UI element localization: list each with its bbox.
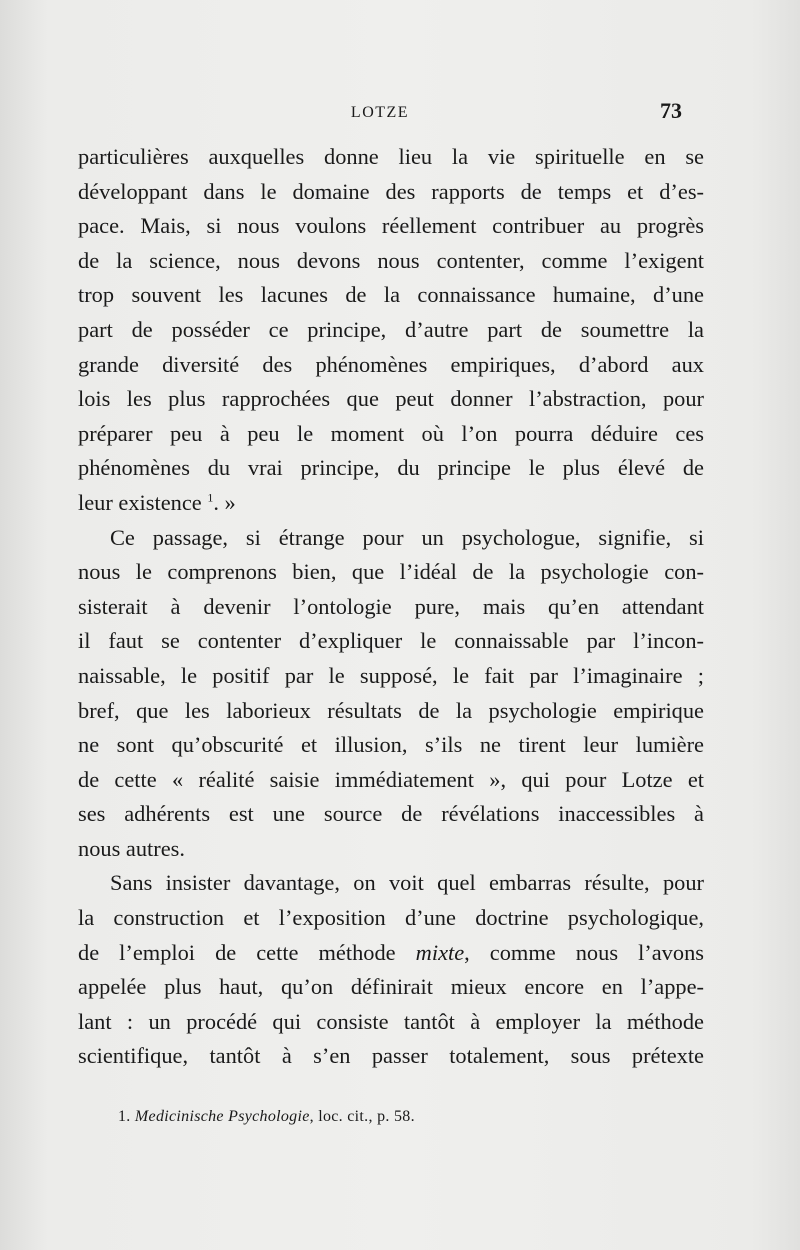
- text-line: lant : un procédé qui consiste tantôt à employer la méthode: [78, 1008, 704, 1034]
- text-line: ne sont qu’obscurité et illusion, s’ils ne tirent leur lumière: [78, 732, 704, 758]
- paragraph-first-line: Sans insister davantage, on voit quel embarras résulte, pour: [110, 870, 704, 896]
- text-line: particulières auxquelles donne lieu la vie spirituelle en se: [78, 144, 704, 169]
- text-line: scientifique, tantôt à s’en passer totalement, sous prétexte: [78, 1043, 704, 1069]
- text-line: lois les plus rapprochées que peut donner l’abstraction, pour: [78, 386, 704, 412]
- text-fragment: , comme nous l’avons: [464, 939, 704, 965]
- text-line: naissable, le positif par le supposé, le fait par l’imaginaire ;: [78, 662, 704, 688]
- text-line-with-footnote: [78, 486, 704, 521]
- page-header: [78, 98, 682, 128]
- footnote-number: 1.: [118, 1108, 131, 1125]
- text-line: sisterait à devenir l’ontologie pure, mais qu’en attendant: [78, 593, 704, 619]
- paragraph-first-line: Ce passage, si étrange pour un psychologue, signifie, si: [110, 524, 704, 550]
- text-line: nous le comprenons bien, que l’idéal de la psychologie con-: [78, 559, 704, 585]
- text-line-with-italic: [78, 936, 704, 971]
- text-line: part de posséder ce principe, d’autre part de soumettre la: [78, 316, 704, 342]
- italic-word: mixte: [415, 939, 465, 965]
- text-line: appelée plus haut, qu’on définirait mieux encore en l’appe-: [78, 974, 704, 1000]
- text-line: ses adhérents est une source de révélations inaccessibles à: [78, 801, 704, 827]
- footnote: [118, 1108, 415, 1126]
- text-line: nous autres.: [78, 835, 185, 861]
- text-line: de cette « réalité saisie immédiatement », qui pour Lotze et: [78, 766, 704, 792]
- text-line: développant dans le domaine des rapports de temps et d’es-: [78, 178, 704, 204]
- text-line: préparer peu à peu le moment où l’on pourra déduire ces: [78, 420, 704, 446]
- text-line: de la science, nous devons nous contenter, comme l’exigent: [78, 247, 704, 273]
- text-line: il faut se contenter d’expliquer le connaissable par l’incon-: [78, 628, 704, 654]
- running-title: LOTZE: [350, 104, 410, 121]
- text-line: bref, que les laborieux résultats de la psychologie empirique: [78, 697, 704, 723]
- text-line: phénomènes du vrai principe, du principe le plus élevé de: [78, 455, 704, 481]
- body-text: [78, 140, 704, 1074]
- text-line: trop souvent les lacunes de la connaissance humaine, d’une: [78, 282, 704, 308]
- text-line: la construction et l’exposition d’une doctrine psychologique,: [78, 905, 704, 931]
- page-number: 73: [660, 98, 682, 123]
- footnote-marker: 1: [207, 490, 214, 505]
- footnote-reference: , loc. cit., p. 58.: [309, 1108, 415, 1125]
- text-line: pace. Mais, si nous voulons réellement contribuer au progrès: [78, 213, 704, 239]
- text-line: grande diversité des phénomènes empiriques, d’abord aux: [78, 351, 704, 377]
- text-fragment: . »: [213, 489, 236, 515]
- text-fragment: de l’emploi de cette méthode: [78, 939, 396, 965]
- footnote-title: Medicinische Psychologie: [134, 1108, 310, 1125]
- text-fragment: leur existence: [78, 489, 202, 515]
